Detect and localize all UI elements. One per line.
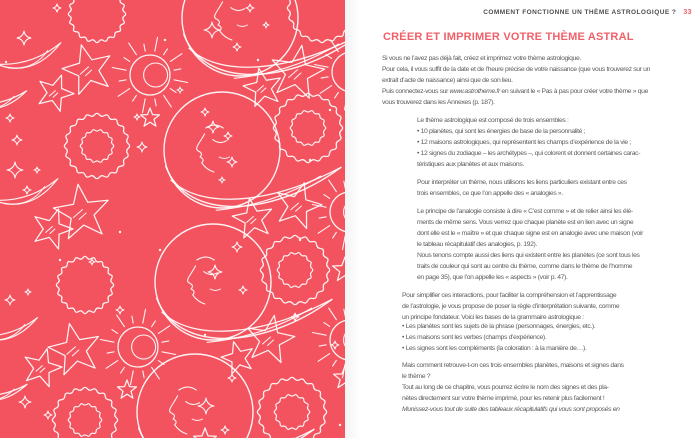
wavy-sun-icon	[52, 387, 117, 438]
text-line: ments de même sens. Vous verrez que chaque planète est en lien avec un signe	[417, 219, 634, 226]
text-line: le thème ?	[402, 373, 431, 380]
five-pointed-star-icon	[333, 257, 345, 281]
wavy-sun-icon	[56, 256, 113, 313]
text-line: Pour cela, il vous suffit de la date et de l’heure précise de votre naissance (que vous trouverez sur un	[382, 66, 650, 73]
left-page-pattern	[0, 0, 345, 438]
wavy-sun-icon	[64, 113, 129, 178]
thin-crescent-icon	[0, 380, 29, 405]
eclipse-sun-with-rays-icon	[100, 309, 175, 384]
four-point-sparkle-icon	[23, 186, 31, 194]
dot-icon	[257, 59, 259, 61]
dot-icon	[59, 259, 61, 261]
four-point-sparkle-icon	[246, 4, 254, 12]
four-point-sparkle-icon	[201, 108, 209, 116]
section-title: CRÉER ET IMPRIMER VOTRE THÈME ASTRAL	[383, 31, 634, 43]
four-point-sparkle-icon	[53, 4, 61, 12]
four-point-sparkle-icon	[5, 295, 15, 305]
text-line: dont elle est le « maître » et que chaque signe est en analogie avec une maison (voir	[417, 230, 644, 237]
five-pointed-star-icon	[194, 428, 217, 438]
four-point-sparkle-icon	[263, 22, 269, 28]
four-point-sparkle-icon	[116, 306, 124, 314]
eclipse-sun-with-rays-icon	[312, 174, 345, 249]
four-point-sparkle-icon	[12, 135, 22, 145]
text-line: • Les planètes sont les sujets de la phrase (personnages, énergies, etc.).	[402, 323, 596, 330]
four-point-sparkle-icon	[221, 426, 229, 434]
crescent-moon-with-face-icon	[164, 92, 341, 210]
five-pointed-star-icon	[334, 366, 345, 388]
text-line: • 10 planètes, qui sont les énergies de base de la personnalité ;	[417, 128, 586, 135]
page-number: 33	[683, 9, 692, 16]
four-point-sparkle-icon	[232, 242, 242, 252]
dot-icon	[299, 239, 301, 241]
text-line: vous trouverez dans les Annexes (p. 187).	[382, 99, 495, 106]
dot-icon	[5, 61, 7, 63]
four-point-sparkle-icon	[208, 265, 222, 279]
dot-icon	[204, 334, 206, 336]
four-point-sparkle-icon	[177, 87, 183, 93]
four-point-sparkle-icon	[137, 142, 147, 152]
text-line: de l’astrologie, je vous propose de poser la règle d’interprétation suivante, comme	[402, 303, 620, 310]
running-title: COMMENT FONCTIONNE UN THÈME ASTROLOGIQUE ?	[483, 9, 677, 16]
five-pointed-star-icon	[35, 209, 73, 249]
text-line: le tableau récapitulatif des analogies, p. 192).	[417, 241, 537, 248]
eclipse-sun-with-rays-icon	[312, 302, 345, 377]
text-line: • Les maisons sont les verbes (champs d’expérience).	[402, 334, 547, 341]
crescent-moon-with-face-icon	[137, 354, 314, 438]
text-line: en page 35), que l’on appelle les « aspects » (voir p. 47).	[417, 274, 568, 281]
text-line: • Les signes sont les compléments (la coloration : à la manière de…).	[402, 345, 587, 352]
crescent-moon-with-face-icon	[182, 0, 345, 78]
four-point-sparkle-icon	[228, 374, 236, 382]
text-line: • 12 maisons astrologiques, qui représentent les champs d’expérience de la vie ;	[417, 139, 631, 146]
thin-crescent-icon	[0, 87, 29, 115]
four-point-sparkle-icon	[224, 132, 232, 140]
wavy-sun-icon	[68, 0, 125, 43]
dot-icon	[329, 109, 331, 111]
text-line: extrait d’acte de naissance) ainsi que de son lieu.	[382, 77, 513, 84]
four-point-sparkle-icon	[227, 157, 237, 167]
paragraph-aspects	[417, 250, 640, 283]
wavy-sun-icon	[260, 235, 329, 304]
four-point-sparkle-icon	[198, 398, 214, 414]
text-line: Si vous ne l’avez pas déjà fait, créez et imprimez votre thème astrologique.	[382, 55, 581, 62]
text-line: un principe fondateur. Voici les bases de la grammaire astrologique :	[402, 314, 584, 321]
crescent-moon-with-face-icon	[155, 224, 332, 342]
paragraph-interpreter	[417, 177, 627, 199]
dot-icon	[119, 231, 121, 233]
text-line: Le principe de l’analogie consiste à dire « C’est comme » et de relier ainsi les élé-	[417, 208, 633, 215]
text-line: trois ensembles, ce que l’on appelle des « analogies ».	[417, 190, 563, 197]
thin-crescent-icon	[0, 175, 62, 214]
paragraph-intro	[382, 53, 650, 108]
text-line: Le thème astrologique est composé de trois ensembles :	[417, 117, 569, 124]
four-point-sparkle-icon	[233, 43, 241, 51]
running-header	[483, 9, 692, 16]
dot-icon	[159, 249, 161, 251]
four-point-sparkle-icon	[34, 167, 40, 173]
four-point-sparkle-icon	[204, 22, 220, 38]
text-line: Munissez-vous tout de suite des tableaux récapitulatifs qui vous sont proposés en	[402, 406, 620, 413]
celestial-pattern	[0, 0, 345, 438]
four-point-sparkle-icon	[207, 121, 219, 133]
five-pointed-star-icon	[62, 45, 110, 94]
paragraph-three-ensembles	[417, 115, 640, 170]
paragraph-analogie	[417, 206, 643, 250]
dot-icon	[339, 424, 341, 426]
text-line: téristiques aux planètes et aux maisons.	[417, 161, 524, 168]
four-point-sparkle-icon	[19, 396, 31, 408]
four-point-sparkle-icon	[219, 177, 225, 183]
text-line: Mais comment retrouve-t-on ces trois ensembles planètes, maisons et signes dans	[402, 362, 624, 369]
right-page	[345, 0, 700, 438]
four-point-sparkle-icon	[44, 411, 52, 419]
four-point-sparkle-icon	[89, 259, 95, 265]
paragraph-grammaire	[402, 290, 619, 323]
paragraph-grammaire-bullets	[402, 321, 595, 354]
five-pointed-star-icon	[118, 380, 137, 398]
four-point-sparkle-icon	[134, 114, 140, 120]
four-point-sparkle-icon	[6, 114, 14, 122]
text-line: Tout au long de ce chapitre, vous pourrez écrire le nom des signes et des pla-	[402, 384, 609, 391]
dot-icon	[164, 39, 166, 41]
paragraph-conclusion	[402, 360, 624, 415]
five-pointed-star-icon	[25, 349, 62, 387]
wavy-sun-icon	[287, 0, 345, 43]
text-line: Pour interpréter un thème, nous utilisons les liens particuliers existant entre ces	[417, 179, 627, 186]
five-pointed-star-icon	[48, 324, 98, 375]
wavy-sun-icon	[273, 93, 342, 162]
five-pointed-star-icon	[221, 342, 252, 374]
wavy-sun-icon	[257, 377, 326, 438]
five-pointed-star-icon	[53, 184, 108, 238]
text-line: traits de couleur qui sont au centre du thème, comme dans le thème de l’homme	[417, 263, 633, 270]
four-point-sparkle-icon	[17, 31, 31, 45]
text-line: nètes directement sur votre thème imprimé, pour les retenir plus facilement !	[402, 395, 605, 402]
thin-crescent-icon	[0, 39, 65, 78]
text-line: Pour simplifier ces interactions, pour faciliter la compréhension et l’apprentissage	[402, 292, 617, 299]
text-line: Nous tenons compte aussi des liens qui existent entre les planètes (ce sont tous les	[417, 252, 640, 259]
text-line: Puis connectez-vous sur www.astrotheme.fr en suivant le « Pas à pas pour créer votre thème » que	[382, 88, 649, 95]
four-point-sparkle-icon	[7, 162, 23, 178]
eclipse-sun-with-rays-icon	[112, 37, 187, 112]
five-pointed-star-icon	[39, 75, 74, 111]
thin-crescent-icon	[0, 314, 41, 349]
text-line: • 12 signes du zodiaque – les archétypes –, qui colorent et donnent certaines carac-	[417, 150, 641, 157]
four-point-sparkle-icon	[25, 289, 31, 295]
four-point-sparkle-icon	[239, 286, 247, 294]
dot-icon	[309, 159, 311, 161]
